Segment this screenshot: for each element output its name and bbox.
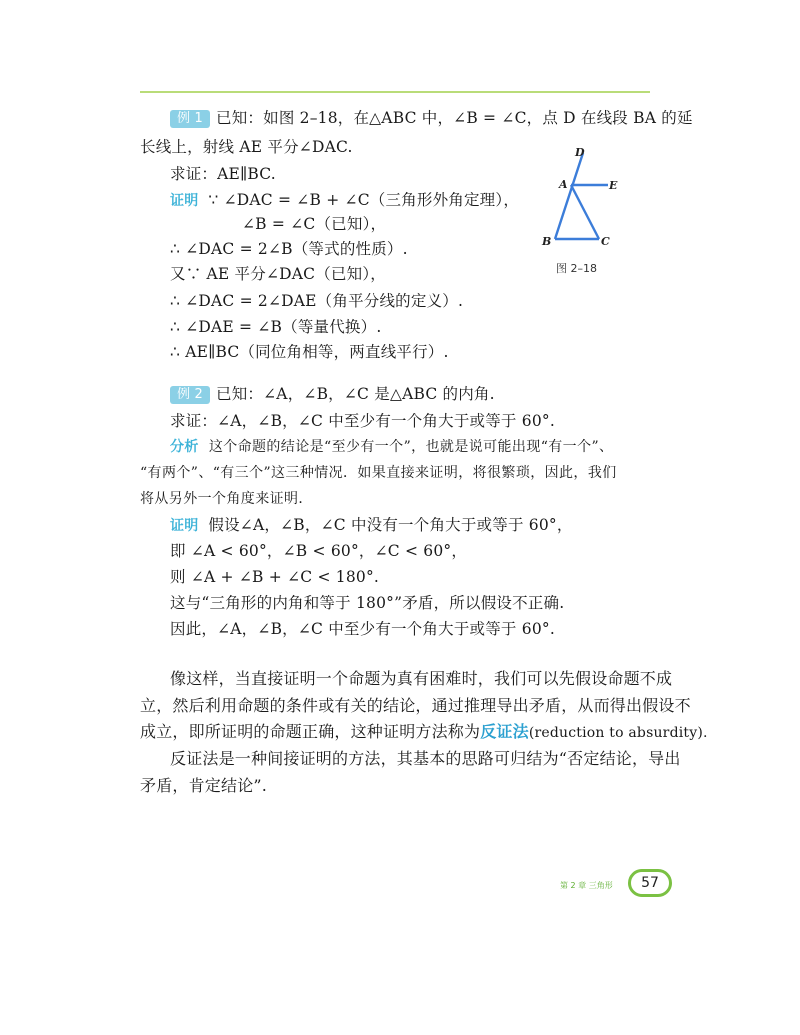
example-1-proof-line4: 又∵ AE 平分∠DAC（已知），: [170, 265, 386, 283]
label-b: B: [542, 235, 552, 248]
term-english: (reduction to absurdity).: [528, 725, 708, 741]
example-2-proof-line5: 因此，∠A，∠B，∠C 中至少有一个角大于或等于 60°.: [170, 620, 555, 638]
page-number: 57: [641, 875, 659, 891]
example-1-given-line1: 已知：如图 2–18，在△ABC 中，∠B = ∠C，点 D 在线段 BA 的延: [216, 109, 693, 127]
example-1-proof-line1: ∵ ∠DAC = ∠B + ∠C（三角形外角定理），: [208, 191, 520, 209]
figure-caption: 图 2–18: [556, 262, 597, 275]
term-proof-by-contradiction: 反证法: [480, 722, 529, 741]
page-number-badge: [628, 869, 672, 897]
example-2-proof-line1: 假设∠A，∠B，∠C 中没有一个角大于或等于 60°，: [208, 516, 573, 534]
example-1-prove: 求证：AE∥BC.: [170, 165, 276, 183]
example-1-proof-line7: ∴ AE∥BC（同位角相等，两直线平行）.: [170, 343, 449, 361]
ray-ad: [555, 153, 583, 239]
paragraph-line3-pre: 成立，即所证明的命题正确，这种证明方法称为: [140, 722, 481, 741]
label-e: E: [609, 179, 618, 192]
example-2-analysis-line2: “有两个”、“有三个”这三种情况．如果直接来证明，将很繁琐，因此，我们: [140, 465, 617, 481]
triangle-diagram: [525, 142, 645, 257]
paragraph-line2: 立，然后利用命题的条件或有关的结论，通过推理导出矛盾，从而得出假设不: [140, 696, 691, 715]
example-2-proof-label: 证明: [170, 518, 199, 534]
example-2-proof-line2: 即 ∠A < 60°，∠B < 60°，∠C < 60°，: [170, 542, 468, 560]
example-2-given: 已知：∠A，∠B，∠C 是△ABC 的内角.: [216, 385, 495, 403]
example-2-proof-line3: 则 ∠A + ∠B + ∠C < 180°.: [170, 568, 380, 586]
label-c: C: [601, 235, 610, 248]
example-1-badge: 例 1: [170, 110, 210, 128]
example-1-given-line2: 长线上，射线 AE 平分∠DAC.: [140, 138, 353, 156]
footer-chapter-title: 第 2 章 三角形: [560, 881, 613, 890]
paragraph-line4: 反证法是一种间接证明的方法，其基本的思路可归结为“否定结论，导出: [170, 749, 681, 768]
example-1-proof-line3: ∴ ∠DAC = 2∠B（等式的性质）.: [170, 240, 408, 258]
paragraph-line5: 矛盾，肯定结论”.: [140, 776, 268, 795]
header-rule: [140, 91, 650, 93]
example-2-analysis-label: 分析: [170, 439, 199, 455]
example-1-proof-line6: ∴ ∠DAE = ∠B（等量代换）.: [170, 318, 382, 336]
example-2-badge: 例 2: [170, 386, 210, 404]
example-1-proof-line5: ∴ ∠DAC = 2∠DAE（角平分线的定义）.: [170, 292, 464, 310]
example-1-proof-line2: ∠B = ∠C（已知），: [242, 215, 387, 233]
paragraph-line1: 像这样，当直接证明一个命题为真有困难时，我们可以先假设命题不成: [170, 669, 673, 688]
label-d: D: [575, 146, 585, 159]
example-2-analysis-line3: 将从另外一个角度来证明．: [140, 491, 313, 507]
example-2-analysis-line1: 这个命题的结论是“至少有一个”，也就是说可能出现“有一个”、: [208, 439, 614, 455]
example-1-proof-label: 证明: [170, 193, 199, 209]
segment-ac: [571, 185, 599, 239]
example-2-prove: 求证：∠A，∠B，∠C 中至少有一个角大于或等于 60°.: [170, 412, 555, 430]
label-a: A: [559, 178, 568, 191]
example-2-proof-line4: 这与“三角形的内角和等于 180°”矛盾，所以假设不正确.: [170, 594, 565, 612]
figure-2-18: [525, 142, 645, 277]
